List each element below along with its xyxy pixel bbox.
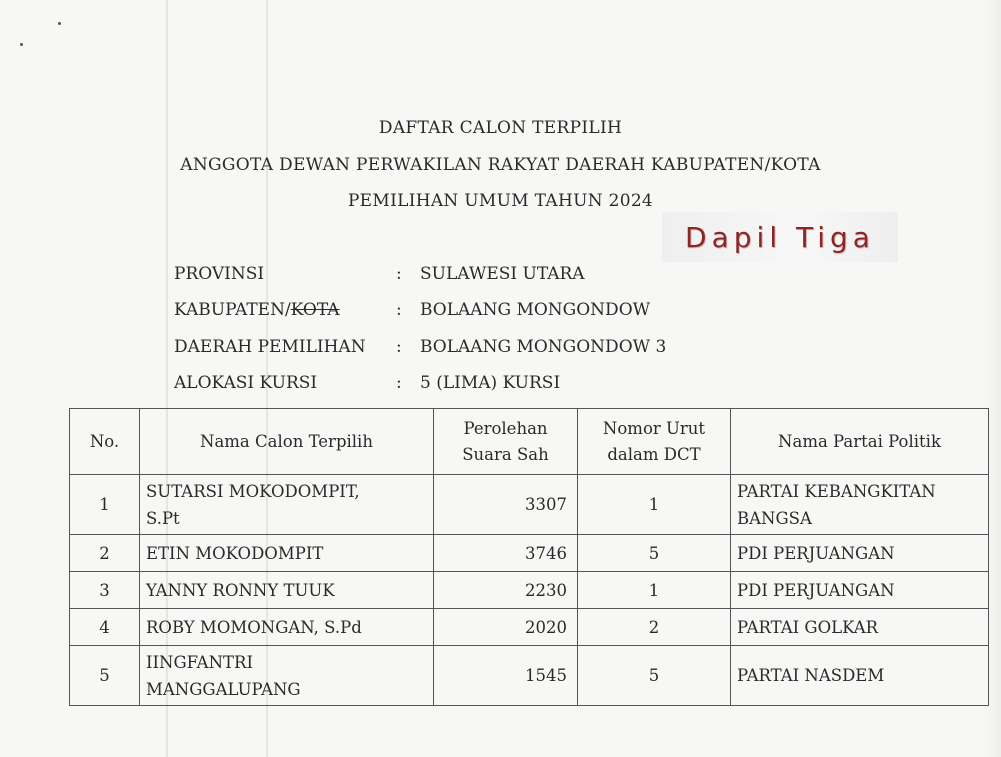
table-row bbox=[70, 535, 989, 572]
header-nomor-line1: Nomor Urut bbox=[602, 418, 706, 438]
info-label-struck: KOTA bbox=[290, 300, 340, 320]
cell-no: 1 bbox=[70, 475, 140, 535]
header-votes-line2: Suara Sah bbox=[462, 444, 549, 464]
info-label: ALOKASI KURSI bbox=[174, 373, 318, 393]
header-votes-line1: Perolehan bbox=[463, 418, 548, 438]
info-separator: : bbox=[396, 373, 402, 393]
info-separator: : bbox=[396, 264, 402, 284]
elected-candidates-table bbox=[69, 408, 989, 706]
cell-party-line1: PARTAI KEBANGKITAN bbox=[737, 481, 936, 501]
info-label bbox=[174, 300, 340, 320]
cell-name: YANNY RONNY TUUK bbox=[140, 572, 434, 609]
info-value: 5 (LIMA) KURSI bbox=[420, 373, 561, 393]
document-title-line1: DAFTAR CALON TERPILIH bbox=[378, 118, 623, 138]
header-votes bbox=[434, 409, 578, 475]
header-nomor-line2: dalam DCT bbox=[607, 444, 701, 464]
cell-nomor: 1 bbox=[578, 572, 731, 609]
cell-name: ETIN MOKODOMPIT bbox=[140, 535, 434, 572]
header-nomor bbox=[578, 409, 731, 475]
table-header-row bbox=[70, 409, 989, 475]
cell-name-line2: S.Pt bbox=[146, 508, 180, 528]
cell-no: 2 bbox=[70, 535, 140, 572]
header-no: No. bbox=[70, 409, 140, 475]
cell-name-line1: SUTARSI MOKODOMPIT, bbox=[146, 481, 360, 501]
cell-name: ROBY MOMONGAN, S.Pd bbox=[140, 609, 434, 646]
info-label: PROVINSI bbox=[174, 264, 265, 284]
cell-votes: 3307 bbox=[434, 475, 578, 535]
cell-party-line2: BANGSA bbox=[737, 508, 812, 528]
table-row bbox=[70, 475, 989, 535]
info-value: BOLAANG MONGONDOW 3 bbox=[420, 337, 667, 357]
cell-nomor: 5 bbox=[578, 535, 731, 572]
cell-votes: 2230 bbox=[434, 572, 578, 609]
scan-speck bbox=[20, 43, 23, 46]
cell-nomor: 2 bbox=[578, 609, 731, 646]
cell-votes: 3746 bbox=[434, 535, 578, 572]
info-label-part: KABUPATEN/ bbox=[174, 300, 291, 320]
document-title-line2: ANGGOTA DEWAN PERWAKILAN RAKYAT DAERAH KABUPATEN/KOTA bbox=[180, 155, 821, 175]
cell-party: PDI PERJUANGAN bbox=[731, 572, 989, 609]
table-row bbox=[70, 572, 989, 609]
document-title-line3: PEMILIHAN UMUM TAHUN 2024 bbox=[347, 191, 654, 211]
table-row bbox=[70, 646, 989, 706]
cell-no: 5 bbox=[70, 646, 140, 706]
info-separator: : bbox=[396, 337, 402, 357]
cell-no: 3 bbox=[70, 572, 140, 609]
cell-name bbox=[140, 646, 434, 706]
cell-name-line1: IINGFANTRI bbox=[146, 652, 253, 672]
cell-party: PARTAI NASDEM bbox=[731, 646, 989, 706]
cell-party: PDI PERJUANGAN bbox=[731, 535, 989, 572]
header-party: Nama Partai Politik bbox=[731, 409, 989, 475]
info-label: DAERAH PEMILIHAN bbox=[174, 337, 366, 357]
info-value: SULAWESI UTARA bbox=[420, 264, 585, 284]
dapil-badge: Dapil Tiga bbox=[662, 212, 898, 262]
scan-speck bbox=[58, 22, 61, 25]
cell-votes: 1545 bbox=[434, 646, 578, 706]
cell-name bbox=[140, 475, 434, 535]
cell-nomor: 1 bbox=[578, 475, 731, 535]
page-edge-shadow bbox=[987, 0, 1001, 757]
cell-name-line2: MANGGALUPANG bbox=[146, 679, 301, 699]
cell-votes: 2020 bbox=[434, 609, 578, 646]
cell-party: PARTAI GOLKAR bbox=[731, 609, 989, 646]
cell-nomor: 5 bbox=[578, 646, 731, 706]
header-name: Nama Calon Terpilih bbox=[140, 409, 434, 475]
table-row bbox=[70, 609, 989, 646]
info-value: BOLAANG MONGONDOW bbox=[420, 300, 651, 320]
cell-party bbox=[731, 475, 989, 535]
cell-no: 4 bbox=[70, 609, 140, 646]
info-separator: : bbox=[396, 300, 402, 320]
